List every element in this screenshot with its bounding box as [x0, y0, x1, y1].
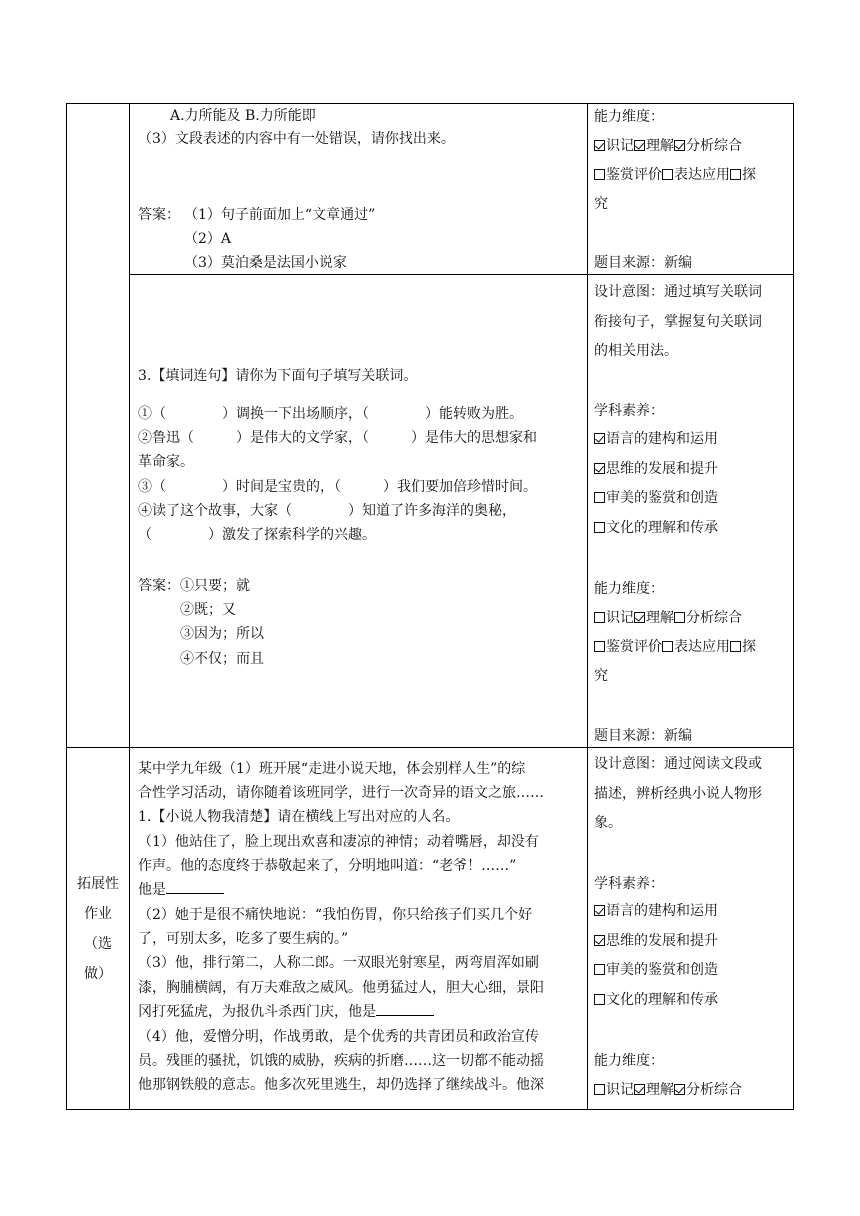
ability-understand: 理解 [646, 610, 674, 626]
answer-blank[interactable] [376, 1003, 434, 1016]
passage-4-line-1: （4）他，爱憎分明，作战勇敢，是个优秀的共青团员和政治宣传 [138, 1029, 539, 1045]
ability-title: 能力维度： [594, 109, 664, 125]
answer-blank[interactable] [166, 881, 224, 894]
source: 题目来源：新编 [594, 255, 692, 271]
ability-recall: 识记 [606, 1082, 634, 1098]
passage-2-line-1: （2）她于是很不痛快地说：“我怕伤胃，你只给孩子们买几个好 [138, 907, 533, 923]
row-divider-1 [129, 274, 794, 275]
question-1-title: 1.【小说人物我清楚】请在横线上写出对应的人名。 [138, 809, 460, 825]
literacy-thinking: 思维的发展和提升 [606, 932, 718, 949]
row-divider-2 [66, 747, 794, 748]
column-divider-2 [587, 103, 588, 1110]
source: 题目来源：新编 [594, 728, 692, 744]
checkbox-empty-icon [662, 641, 673, 652]
checkbox-checked-icon [634, 1084, 645, 1095]
ability-row-2 [594, 166, 756, 184]
checkbox-empty-icon [730, 169, 741, 180]
ability-express: 表达应用 [674, 167, 730, 183]
design-intent [594, 750, 762, 839]
answer-2: （2）A [184, 231, 232, 247]
passage-1-line-1: （1）他站住了，脸上现出欢喜和凄凉的神情；动着嘴唇，却没有 [138, 834, 539, 850]
passage-3-line-1: （3）他，排行第二，人称二郎。一双眼光射寒星，两弯眉浑如刷 [138, 955, 539, 971]
checkbox-checked-icon [594, 433, 605, 444]
ability-row-3: 究 [594, 196, 608, 212]
checkbox-empty-icon [594, 612, 605, 623]
fill-item-4: ④读了这个故事，大家（ ）知道了许多海洋的奥秘， [138, 503, 516, 519]
checkbox-empty-icon [594, 492, 605, 503]
passage-3-line-2: 漆，胸脯横阔，有万夫难敌之威风。他勇猛过人，胆大心细，景阳 [138, 980, 544, 996]
checkbox-checked-icon [594, 140, 605, 151]
fill-item-1: ①（ ）调换一下出场顺序，（ ）能转败为胜。 [138, 406, 523, 422]
ability-understand: 理解 [646, 138, 674, 154]
ability-recall: 识记 [606, 138, 634, 154]
ability-recall: 识记 [606, 610, 634, 626]
answer-1: ①只要；就 [180, 578, 250, 594]
checkbox-empty-icon [594, 994, 605, 1005]
passage-1-line-3: 他是 [138, 881, 224, 899]
question-title: 3.【填词连句】请你为下面句子填写关联词。 [138, 368, 418, 384]
literacy-title: 学科素养： [594, 876, 664, 892]
literacy-list [594, 425, 718, 543]
ability-explore: 探 [742, 639, 756, 655]
answer-2: ②既；又 [180, 602, 236, 618]
checkbox-checked-icon [634, 140, 645, 151]
literacy-aesthetic: 审美的鉴赏和创造 [606, 962, 718, 978]
checkbox-empty-icon [674, 612, 685, 623]
ability-appreciate: 鉴赏评价 [606, 167, 662, 183]
ability-title: 能力维度： [594, 1053, 664, 1069]
answer-1: （1）句子前面加上“文章通过” [184, 207, 376, 223]
checkbox-empty-icon [730, 641, 741, 652]
checkbox-empty-icon [594, 522, 605, 533]
checkbox-empty-icon [594, 964, 605, 975]
checkbox-empty-icon [594, 641, 605, 652]
intent-line: 设计意图：通过填写关联词 [594, 284, 762, 300]
passage-2-line-2: 了，可别太多，吃多了要生病的。” [138, 931, 349, 947]
ability-express: 表达应用 [674, 639, 730, 655]
answer-label: 答案： [138, 207, 180, 223]
literacy-language: 语言的建构和运用 [606, 903, 718, 919]
column-divider-1 [129, 103, 130, 1110]
intro-line-2: 合性学习活动，请你随着该班同学，进行一次奇异的语文之旅…… [138, 785, 544, 801]
checkbox-empty-icon [662, 169, 673, 180]
intro-line-1: 某中学九年级（1）班开展“走进小说天地，体会别样人生”的综 [138, 761, 526, 777]
checkbox-empty-icon [594, 1084, 605, 1095]
checkbox-checked-icon [674, 1084, 685, 1095]
literacy-culture: 文化的理解和传承 [606, 991, 718, 1008]
category-label: 拓展性 作业 （选 做） [77, 876, 119, 982]
literacy-list [594, 897, 718, 1015]
ability-understand: 理解 [646, 1082, 674, 1098]
literacy-aesthetic: 审美的鉴赏和创造 [606, 490, 718, 506]
ability-row-1 [594, 609, 742, 627]
fill-item-2: ②鲁迅（ ）是伟大的文学家，（ ）是伟大的思想家和 [138, 430, 537, 446]
ability-appreciate: 鉴赏评价 [606, 639, 662, 655]
passage-4-line-2: 员。残匪的骚扰，饥饿的威胁，疾病的折磨……这一切都不能动摇 [138, 1053, 544, 1069]
intent-line: 设计意图：通过阅读文段或 [594, 756, 762, 772]
ability-row-2 [594, 638, 756, 656]
fill-item-4-cont: （ ）激发了探索科学的兴趣。 [138, 527, 376, 543]
passage-4-line-3: 他那钢铁般的意志。他多次死里逃生，却仍选择了继续战斗。他深 [138, 1077, 544, 1093]
literacy-title: 学科素养： [594, 403, 664, 419]
intent-line: 衔接句子，掌握复句关联词 [594, 313, 762, 330]
checkbox-checked-icon [634, 612, 645, 623]
intent-line: 的相关用法。 [594, 343, 678, 359]
ability-explore: 探 [742, 167, 756, 183]
ability-title: 能力维度： [594, 581, 664, 597]
options-line: A.力所能及 B.力所能即 [170, 108, 316, 124]
passage-3-line-3: 冈打死猛虎，为报仇斗杀西门庆，他是 [138, 1003, 434, 1021]
checkbox-empty-icon [594, 169, 605, 180]
literacy-language: 语言的建构和运用 [606, 431, 718, 447]
passage-1-line-2: 作声。他的态度终于恭敬起来了，分明地叫道：“老爷！……” [138, 858, 517, 874]
ability-analyze: 分析综合 [686, 610, 742, 626]
ability-analyze: 分析综合 [686, 138, 742, 154]
question-3: （3）文段表述的内容中有一处错误，请你找出来。 [138, 131, 455, 147]
ability-row-1 [594, 1081, 742, 1099]
answer-label: 答案： [138, 578, 180, 594]
ability-analyze: 分析综合 [686, 1082, 742, 1098]
design-intent [594, 278, 762, 367]
literacy-thinking: 思维的发展和提升 [606, 460, 718, 477]
checkbox-checked-icon [594, 935, 605, 946]
answer-4: ④不仅；而且 [180, 651, 264, 667]
ability-row-1 [594, 137, 742, 155]
checkbox-checked-icon [594, 905, 605, 916]
checkbox-checked-icon [594, 463, 605, 474]
answer-3: （3）莫泊桑是法国小说家 [184, 255, 347, 271]
fill-item-2-cont: 革命家。 [138, 454, 194, 470]
fill-item-3: ③（ ）时间是宝贵的，（ ）我们要加倍珍惜时间。 [138, 479, 537, 495]
intent-line: 描述，辨析经典小说人物形 [594, 785, 762, 802]
checkbox-checked-icon [674, 140, 685, 151]
intent-line: 象。 [594, 815, 622, 831]
answer-3: ③因为；所以 [180, 626, 264, 642]
literacy-culture: 文化的理解和传承 [606, 519, 718, 536]
ability-row-3: 究 [594, 668, 608, 684]
